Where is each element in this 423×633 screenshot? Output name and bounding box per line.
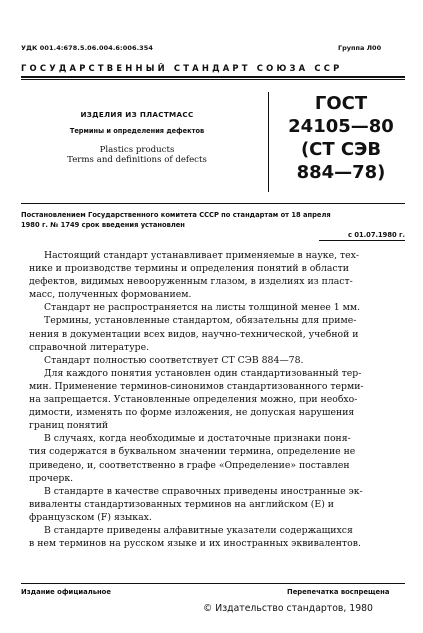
body-line: В стандарте приведены алфавитные указатели содержащихся: [44, 524, 353, 536]
body-line: Термины, установленные стандартом, обязательны для приме-: [44, 315, 357, 327]
state-standard-heading: ГОСУДАРСТВЕННЫЙ СТАНДАРТ СОЮЗА ССР: [21, 63, 343, 73]
body-line: В стандарте в качестве справочных приведены иностранные эк-: [44, 485, 363, 497]
title-divider: [268, 92, 269, 192]
official-edition-label: Издание официальное: [21, 588, 111, 596]
body-line: масс, полученных формованием.: [29, 289, 192, 301]
body-line: границ понятий: [29, 420, 109, 432]
gost-number: 24105—80: [288, 116, 394, 137]
title-english-line2: Terms and definitions of defects: [67, 155, 207, 165]
body-line: виваленты стандартизованных терминов на английском (E) и: [29, 498, 334, 510]
body-line: Настоящий стандарт устанавливает применяемые в науке, тех-: [44, 250, 360, 261]
effective-date: с 01.07.1980 г.: [348, 231, 405, 239]
title-english-line1: Plastics products: [99, 145, 175, 155]
reprint-prohibited-label: Перепечатка воспрещена: [287, 588, 390, 596]
body-line: Стандарт не распространяется на листы толщиной менее 1 мм.: [44, 302, 361, 314]
body-line: на запрещается. Установленные определения можно, при необхо-: [29, 394, 358, 406]
group-code: Группа Л00: [338, 44, 382, 52]
decree-block: [21, 210, 405, 240]
body-line: В случаях, когда необходимые и достаточные признаки поня-: [44, 433, 351, 445]
gost-number-block: [276, 92, 406, 184]
body-line: Стандарт полностью соответствует СТ СЭВ 884—78.: [44, 354, 304, 366]
body-line: прочерк.: [29, 472, 74, 484]
body-text: [29, 249, 405, 550]
body-line: приведено, и, соответственно в графе «Определение» поставлен: [29, 459, 350, 471]
body-line: французском (F) языках.: [29, 511, 152, 523]
st-sev-number: 884—78): [296, 162, 386, 183]
header-rule-thin: [21, 79, 405, 80]
gost-label: ГОСТ: [314, 93, 368, 114]
udk-code: УДК 001.4:678.5.06.004.6:006.354: [21, 44, 154, 52]
section-rule: [21, 203, 405, 204]
body-line: нения в документации всех видов, научно-технической, учебной и: [29, 328, 359, 340]
body-line: димости, изменять по форме изложения, не допуская нарушения: [29, 407, 355, 419]
body-line: мин. Применение терминов-синонимов стандартизованного терми-: [29, 380, 364, 392]
effective-date-underline: [319, 240, 405, 241]
footer-rule: [21, 583, 405, 584]
st-sev-label: (СТ СЭВ: [300, 139, 382, 160]
body-line: нике и производстве термины и определения понятий в области: [29, 263, 349, 275]
header-rule-thick: [21, 76, 405, 78]
decree-line-2: 1980 г. № 1749 срок введения установлен: [21, 221, 185, 229]
body-line: Для каждого понятия установлен один стандартизованный тер-: [44, 367, 362, 379]
body-line: дефектов, видимых невооруженным глазом, в изделиях из пласт-: [29, 276, 353, 288]
body-line: в нем терминов на русском языке и их иностранных эквивалентов.: [29, 538, 361, 550]
standard-title-block: [21, 110, 253, 165]
body-line: справочной литературе.: [29, 341, 150, 353]
publisher-copyright: © Издательство стандартов, 1980: [203, 603, 373, 614]
title-subtitle: Термины и определения дефектов: [69, 127, 205, 135]
decree-line-1: Постановлением Государственного комитета СССР по стандартам от 18 апреля: [21, 211, 331, 219]
body-line: тия содержатся в буквальном значении термина, определение не: [29, 446, 356, 458]
title-main: ИЗДЕЛИЯ ИЗ ПЛАСТМАСС: [80, 110, 194, 119]
